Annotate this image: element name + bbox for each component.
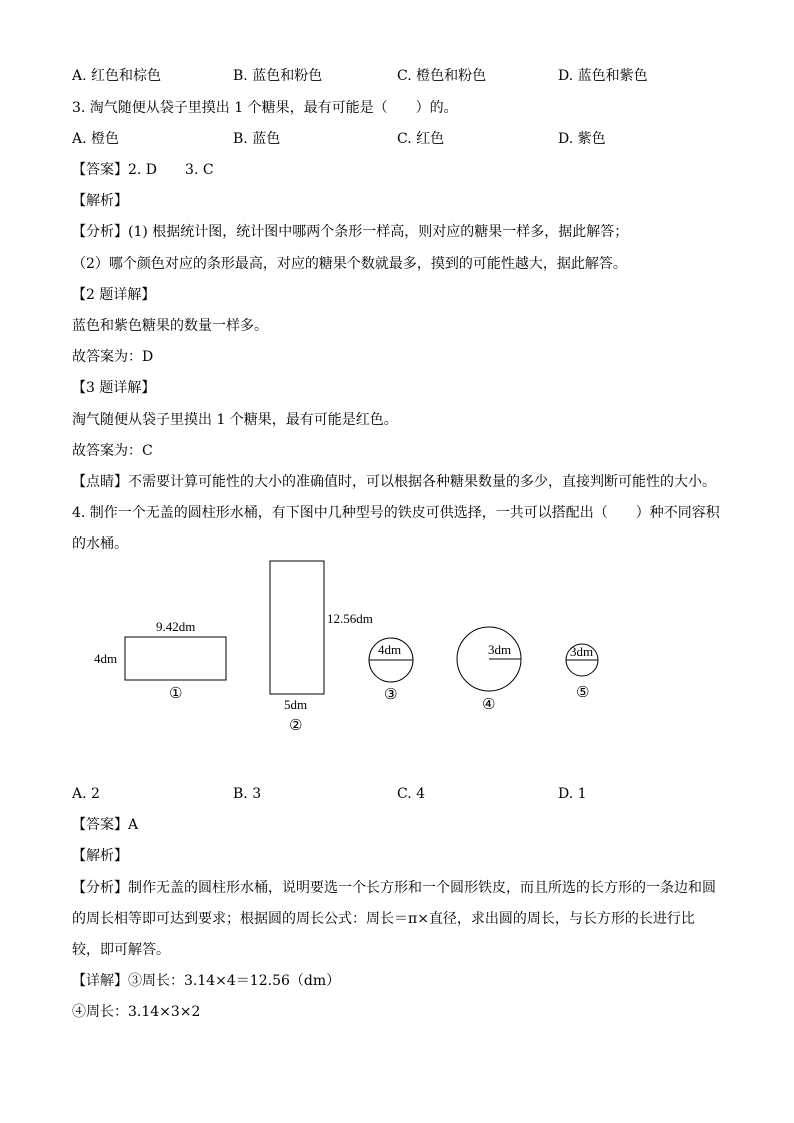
q3-option-c: C. 红色: [397, 131, 445, 147]
q4-jiexi-heading: 【解析】: [72, 848, 128, 864]
q3-detail-text: 淘气随便从袋子里摸出 1 个糖果，最有可能是红色。: [72, 412, 398, 428]
rectangle-1: [125, 637, 226, 680]
q2-answer: 故答案为：D: [72, 349, 154, 365]
circle5-label: 3dm: [570, 644, 594, 659]
q4-fenxi-line-3: 较，即可解答。: [72, 942, 170, 958]
shape1-number: ①: [169, 684, 183, 702]
shape4-number: ④: [482, 695, 496, 713]
q4-detail-line-1: 【详解】③周长：3.14×4＝12.56（dm）: [72, 973, 341, 989]
shape5-number: ⑤: [576, 683, 590, 701]
q3-detail-title: 【3 题详解】: [72, 380, 156, 396]
rect1-height-label: 4dm: [94, 651, 118, 666]
q3-answer: 故答案为：C: [72, 443, 153, 459]
q4-question-line-1: 4. 制作一个无盖的圆柱形水桶，有下图中几种型号的铁皮可供选择，一共可以搭配出（ ）种不同容积: [72, 505, 720, 521]
q4-option-b: B. 3: [233, 786, 262, 802]
q2-option-b: B. 蓝色和粉色: [233, 68, 323, 84]
fenxi-line-2: （2）哪个颜色对应的条形最高，对应的糖果个数就最多，摸到的可能性越大，据此解答。: [72, 256, 627, 272]
q4-fenxi-line-1: 【分析】制作无盖的圆柱形水桶，说明要选一个长方形和一个圆形铁皮，而且所选的长方形的一条边和圆: [72, 880, 716, 896]
q3-option-b: B. 蓝色: [233, 131, 281, 147]
q2-detail-text: 蓝色和紫色糖果的数量一样多。: [72, 318, 268, 334]
shape2-number: ②: [289, 716, 303, 734]
q4-answer: 【答案】A: [72, 817, 139, 833]
circle3-label: 4dm: [378, 642, 402, 657]
answer-line: 【答案】2. D 3. C: [72, 162, 214, 178]
circle4-label: 3dm: [488, 642, 512, 657]
rect1-width-label: 9.42dm: [156, 619, 196, 634]
shape3-number: ③: [384, 685, 398, 703]
q2-detail-title: 【2 题详解】: [72, 287, 156, 303]
q2-option-d: D. 蓝色和紫色: [558, 68, 648, 84]
q2-option-c: C. 橙色和粉色: [397, 68, 487, 84]
q4-fenxi-line-2: 的周长相等即可达到要求；根据圆的周长公式：周长＝π×直径，求出圆的周长，与长方形的长进行比: [72, 911, 695, 927]
fenxi-line-1: 【分析】(1) 根据统计图，统计图中哪两个条形一样高，则对应的糖果一样多，据此解答；: [72, 224, 629, 240]
q3-option-d: D. 紫色: [558, 131, 606, 147]
q4-option-c: C. 4: [397, 786, 426, 802]
q2-option-a: A. 红色和棕色: [72, 68, 162, 84]
q4-option-a: A. 2: [72, 786, 100, 802]
dianjing-line: 【点睛】不需要计算可能性的大小的准确值时，可以根据各种糖果数量的多少，直接判断可能性的大小。: [72, 474, 716, 490]
rectangle-2: [270, 561, 324, 694]
rect2-width-label: 5dm: [284, 697, 308, 712]
q4-question-line-2: 的水桶。: [72, 536, 128, 552]
q4-option-d: D. 1: [558, 786, 587, 802]
jiexi-heading: 【解析】: [72, 193, 128, 209]
rect2-height-label: 12.56dm: [327, 611, 373, 626]
q3-question: 3. 淘气随便从袋子里摸出 1 个糖果，最有可能是（ ）的。: [72, 100, 458, 116]
q4-detail-line-2: ④周长：3.14×3×2: [72, 1004, 201, 1020]
q3-option-a: A. 橙色: [72, 131, 120, 147]
